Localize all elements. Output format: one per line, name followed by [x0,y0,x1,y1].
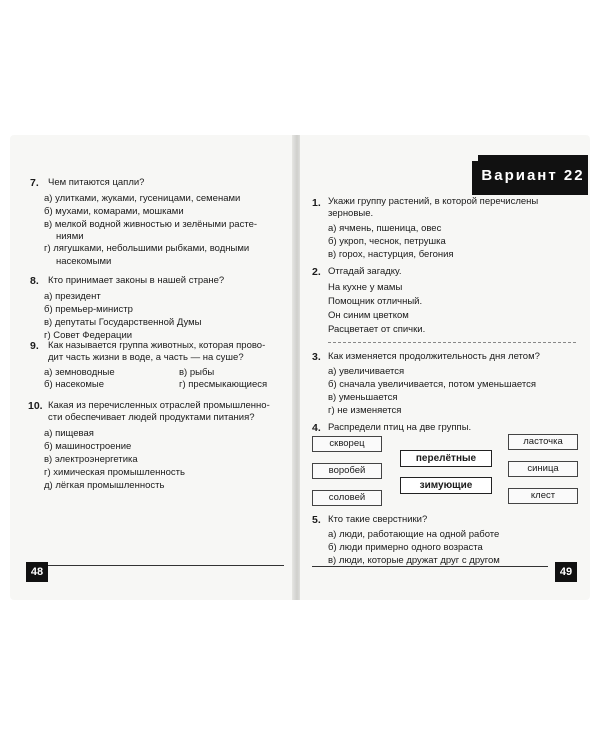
question-5-option-c: в) люди, которые дружат друг с другом [328,555,500,566]
question-7-number: 7. [30,177,39,189]
question-5-option-b: б) люди примерно одного возраста [328,542,483,553]
question-5-number: 5. [312,514,321,526]
question-7-option-a: а) улитками, жуками, гусеницами, семенами [44,193,241,204]
bird-card-lastochka[interactable]: ласточка [508,434,578,450]
question-3-number: 3. [312,351,321,363]
page-number-right: 49 [555,562,577,582]
question-4-text: Распредели птиц на две группы. [328,422,472,433]
page-number-left: 48 [26,562,48,582]
riddle-line-1: На кухне у мамы [328,282,403,293]
question-9-option-c: в) рыбы [179,367,215,378]
question-10-option-d: г) химическая промышленность [44,467,185,478]
question-1-option-c: в) горох, настурция, бегония [328,249,454,260]
question-3-option-a: а) увеличивается [328,366,405,377]
group-box-wintering[interactable]: зимующие [400,477,492,494]
bird-card-sinitsa[interactable]: синица [508,461,578,477]
question-10-option-a: а) пищевая [44,428,94,439]
question-1-option-b: б) укроп, чеснок, петрушка [328,236,446,247]
question-7-option-b: б) мухами, комарами, мошками [44,206,184,217]
question-10-text-line-1: Какая из перечисленных отраслей промышленно- [48,400,270,411]
question-8-option-d: г) Совет Федерации [44,330,133,341]
question-9-number: 9. [30,340,39,352]
question-9-text-line-2: дит часть жизни в воде, а часть — на суше? [48,352,244,363]
bird-card-skvorets[interactable]: скворец [312,436,382,452]
riddle-line-2: Помощник отличный. [328,296,423,307]
question-8-text: Кто принимает законы в нашей стране? [48,275,225,286]
question-3-text: Как изменяется продолжительность дня летом? [328,351,540,362]
footer-rule-left [48,565,284,566]
question-10-option-e: д) лёгкая промышленность [44,480,165,491]
question-7-option-d: г) лягушками, небольшими рыбками, водными [44,243,250,254]
variant-banner: Вариант 22 [478,155,588,195]
question-1-text-line-1: Укажи группу растений, в которой перечислены [328,196,539,207]
question-7-text: Чем питаются цапли? [48,177,145,188]
question-3-option-b: б) сначала увеличивается, потом уменьшается [328,379,536,390]
footer-rule-right [312,566,548,567]
question-8-option-a: а) президент [44,291,101,302]
question-4-number: 4. [312,422,321,434]
bird-card-solovey[interactable]: соловей [312,490,382,506]
question-10-option-c: в) электроэнергетика [44,454,138,465]
question-2-number: 2. [312,266,321,278]
question-10-number: 10. [28,400,43,412]
question-3-option-c: в) уменьшается [328,392,398,403]
question-1-option-a: а) ячмень, пшеница, овес [328,223,442,234]
question-1-number: 1. [312,197,321,209]
question-2-text: Отгадай загадку. [328,266,402,277]
question-9-option-d: г) пресмыкающиеся [179,379,268,390]
question-7-option-d-cont: насекомыми [56,256,112,267]
question-7-option-c: в) мелкой водной живностью и зелёными расте- [44,219,258,230]
question-8-number: 8. [30,275,39,287]
riddle-line-3: Он синим цветком [328,310,409,321]
answer-line-question-2 [328,342,576,343]
question-9-option-b: б) насекомые [44,379,104,390]
question-8-option-b: б) премьер-министр [44,304,133,315]
question-9-text-line-1: Как называется группа животных, которая прово- [48,340,266,351]
question-10-text-line-2: сти обеспечивает людей продуктами питания? [48,412,255,423]
group-box-migratory[interactable]: перелётные [400,450,492,467]
question-9-option-a: а) земноводные [44,367,115,378]
bird-card-klest[interactable]: клест [508,488,578,504]
question-8-option-c: в) депутаты Государственной Думы [44,317,202,328]
question-3-option-d: г) не изменяется [328,405,402,416]
bird-card-vorobey[interactable]: воробей [312,463,382,479]
question-5-text: Кто такие сверстники? [328,514,428,525]
question-7-option-c-cont: ниями [56,231,84,242]
question-1-text-line-2: зерновые. [328,208,374,219]
question-10-option-b: б) машиностроение [44,441,132,452]
question-5-option-a: а) люди, работающие на одной работе [328,529,500,540]
riddle-line-4: Расцветает от спички. [328,324,426,335]
